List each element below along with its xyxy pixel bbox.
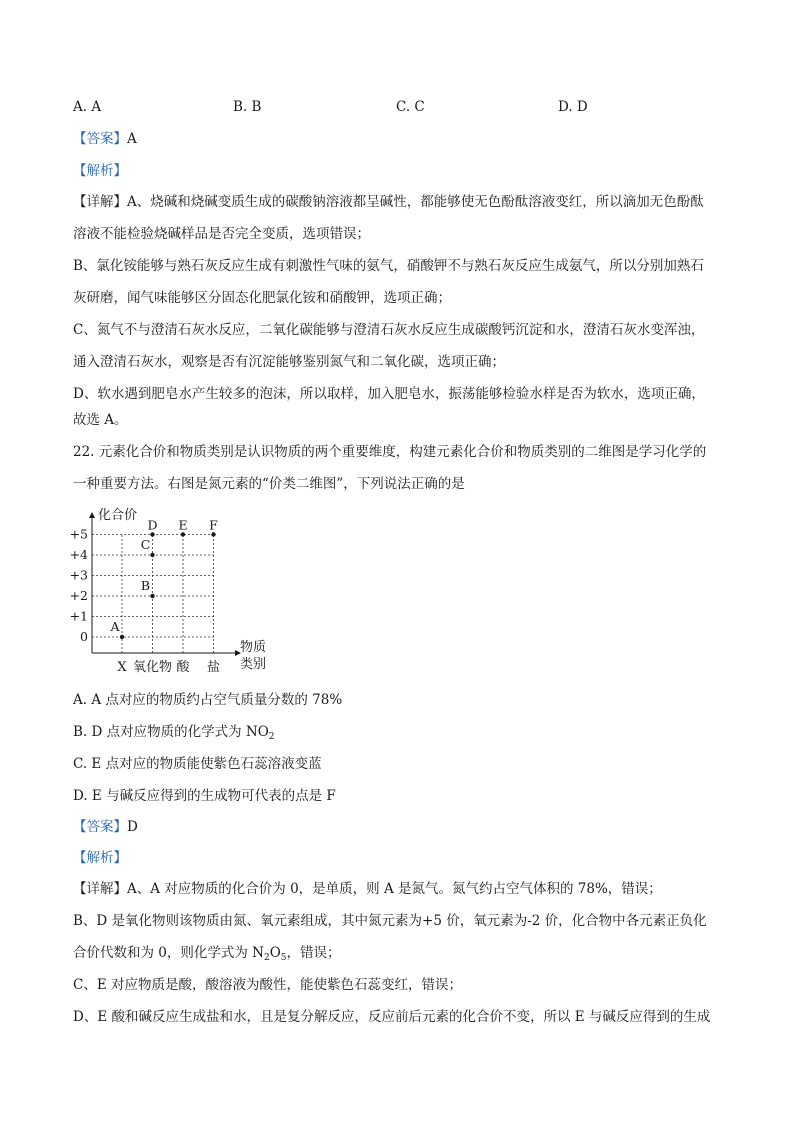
y-tick-label: +1 xyxy=(70,608,88,624)
q21-line: 通入澄清石灰水，观察是否有沉淀能够鉴别氮气和二氧化碳，选项正确； xyxy=(73,354,505,370)
y-tick-label: 0 xyxy=(80,629,88,644)
detail-text: A、烧碱和烧碱变质生成的碳酸钠溶液都呈碱性，都能够使无色酚酞溶液变红，所以滴加无色酚酞 xyxy=(127,194,704,210)
q22-answer xyxy=(73,818,138,836)
subscript: 2 xyxy=(263,953,270,963)
q22-option-d: D. E 与碱反应得到的生成物可代表的点是 F xyxy=(73,788,336,804)
option-b-subscript: 2 xyxy=(268,732,275,742)
q22-line: C、E 对应物质是酸，酸溶液为酸性，能使紫色石蕊变红，错误； xyxy=(73,977,462,993)
q22-stem: 一种重要方法。右图是氮元素的“价类二维图”，下列说法正确的是 xyxy=(73,476,465,492)
x-tick-label: 氧化物 xyxy=(132,660,173,675)
line-text: O xyxy=(269,945,281,961)
q22-analysis-tag: 【解析】 xyxy=(73,850,127,866)
option-c: C. C xyxy=(396,99,425,115)
valence-category-diagram xyxy=(70,505,280,677)
x-axis-label-line1: 物质 xyxy=(240,640,267,655)
y-axis-label: 化合价 xyxy=(98,508,138,523)
option-a: A. A xyxy=(73,99,102,115)
y-tick-label: +4 xyxy=(70,547,88,562)
data-point-label: E xyxy=(178,517,188,533)
y-tick-label: +5 xyxy=(70,526,88,542)
x-tick-label: 酸 xyxy=(176,660,190,675)
data-point-b xyxy=(150,594,154,598)
line-text: 合价代数和为 0，则化学式为 N xyxy=(73,945,264,961)
q22-option-a: A. A 点对应的物质约占空气质量分数的 78% xyxy=(73,692,343,708)
option-b: B. B xyxy=(233,99,262,115)
answer-value: A xyxy=(127,131,137,147)
subscript: 5 xyxy=(280,953,287,963)
data-point-e xyxy=(181,532,185,536)
q22-option-b xyxy=(73,723,275,741)
detail-text: A、A 对应物质的化合价为 0，是单质，则 A 是氮气。氮气约占空气体积的 78%，错误； xyxy=(127,881,662,897)
q22-line: D、E 酸和碱反应生成盐和水，且是复分解反应，反应前后元素的化合价不变，所以 E 与碱反应得到的生成 xyxy=(73,1009,711,1025)
data-point-label: D xyxy=(147,517,158,533)
x-axis-label-line2: 类别 xyxy=(240,657,267,672)
q22-line: B、D 是氧化物则该物质由氮、氧元素组成，其中氮元素为+5 价，氧元素为-2 价，化合物中各元素正负化 xyxy=(73,913,707,929)
data-point-f xyxy=(211,532,215,536)
q21-answer xyxy=(73,130,137,148)
q22-line xyxy=(73,944,341,962)
answer-tag: 【答案】 xyxy=(73,819,127,835)
data-point-label: A xyxy=(110,619,120,634)
data-point-label: F xyxy=(209,517,218,533)
data-point-a xyxy=(120,635,124,639)
option-d: D. D xyxy=(558,99,588,115)
data-point-label: B xyxy=(140,578,151,593)
q21-line: 灰研磨，闻气味能够区分固态化肥氯化铵和硝酸钾，选项正确； xyxy=(73,290,451,306)
x-tick-label: X xyxy=(117,660,127,675)
line-text: ，错误； xyxy=(286,945,341,961)
detail-tag: 【详解】 xyxy=(73,194,127,210)
x-tick-label: 盐 xyxy=(206,660,221,675)
y-tick-label: +3 xyxy=(70,567,88,583)
y-tick-label: +2 xyxy=(70,588,88,603)
q21-line: C、氮气不与澄清石灰水反应，二氧化碳能够与澄清石灰水反应生成碳酸钙沉淀和水，澄清石灰水变浑浊， xyxy=(73,322,705,338)
data-point-label: C xyxy=(140,537,151,552)
q21-detail-line xyxy=(73,193,704,211)
detail-tag: 【详解】 xyxy=(73,881,127,897)
q21-line: D、软水遇到肥皂水产生较多的泡沫，所以取样，加入肥皂水，振荡能够检验水样是否为软水，选项正确， xyxy=(73,386,705,402)
data-point-d xyxy=(150,532,154,536)
q21-analysis-tag: 【解析】 xyxy=(73,163,127,179)
q21-line: 溶液不能检验烧碱样品是否完全变质，选项错误； xyxy=(73,226,370,242)
q21-line: B、氯化铵能够与熟石灰反应生成有刺激性气味的氨气，硝酸钾不与熟石灰反应生成氨气，所以分别加熟石 xyxy=(73,258,704,274)
q22-stem: 22. 元素化合价和物质类别是认识物质的两个重要维度，构建元素化合价和物质类别的二维图是学习化学的 xyxy=(73,444,707,460)
grid-lines xyxy=(92,535,214,654)
q21-line: 故选 A。 xyxy=(73,412,128,428)
q22-detail-line xyxy=(73,880,662,898)
answer-value: D xyxy=(127,819,138,835)
answer-tag: 【答案】 xyxy=(73,131,127,147)
q22-option-c: C. E 点对应的物质能使紫色石蕊溶液变蓝 xyxy=(73,756,322,772)
option-b-text: B. D 点对应物质的化学式为 NO xyxy=(73,724,269,740)
data-point-c xyxy=(150,553,154,557)
